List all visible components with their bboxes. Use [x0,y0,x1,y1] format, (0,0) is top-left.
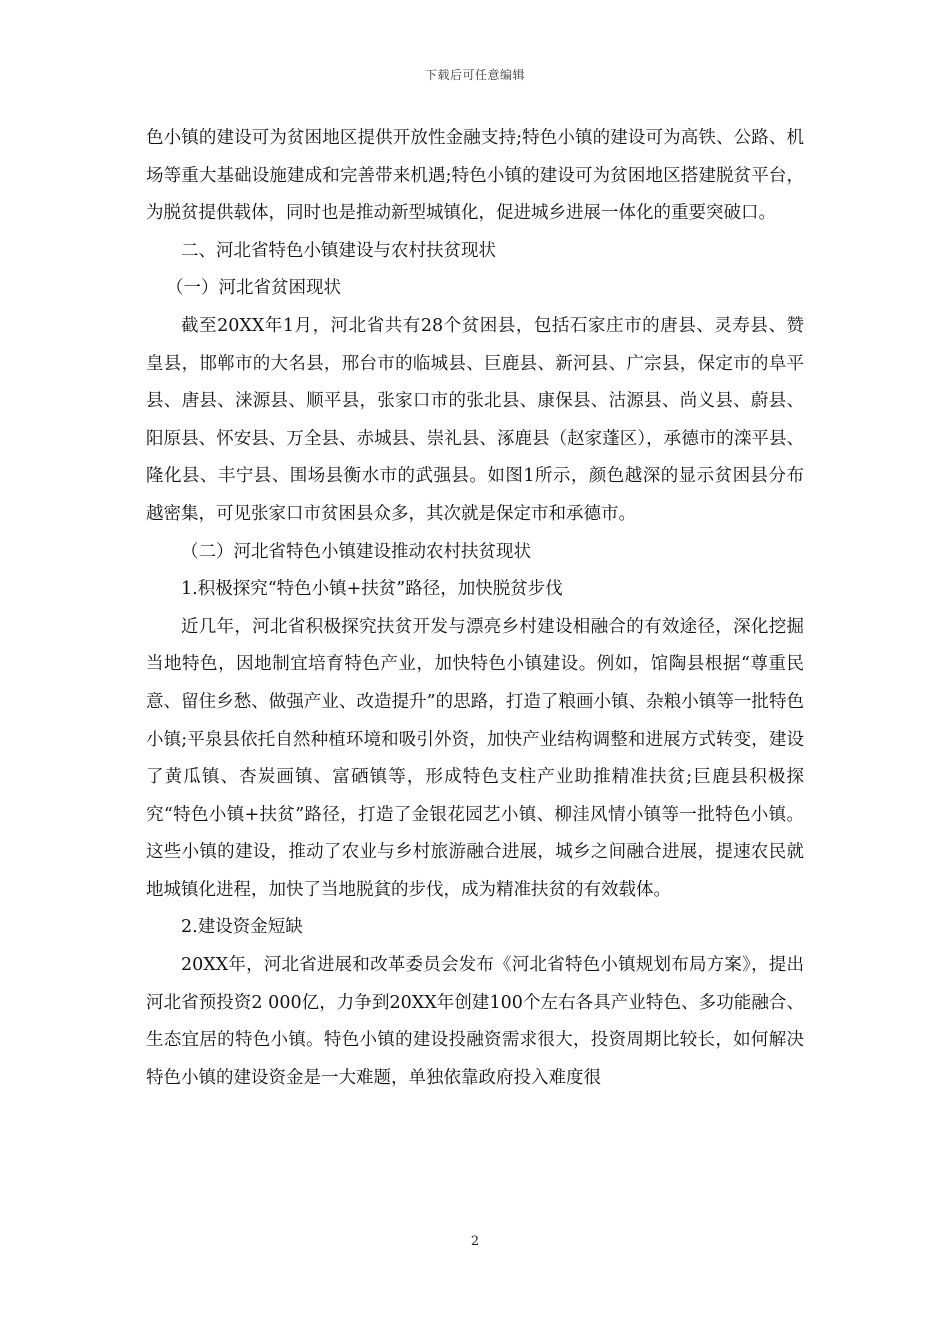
page-header: 下载后可任意编辑 [424,68,525,82]
paragraph-funding: 20XX年，河北省进展和改革委员会发布《河北省特色小镇规划布局方案》，提出河北省预投资2 000亿，力争到20XX年创建100个左右各具产业特色、多功能融合、生态宜居的特色小镇。特色小镇的建设投融资需求很大，投资周期比较长，如何解决特色小镇的建设资金是一大难题，单独依靠政府投入难度很 [146,955,804,1088]
paragraph-continuation: 色小镇的建设可为贫困地区提供开放性金融支持;特色小镇的建设可为高铁、公路、机场等重大基础设施建成和完善带来机遇;特色小镇的建设可为贫困地区搭建脱贫平台，为脱贫提供载体，同时也是推动新型城镇化，促进城乡进展一体化的重要突破口。 [146,128,804,224]
paragraph-town-examples: 近几年，河北省积极探究扶贫开发与漂亮乡村建设相融合的有效途径，深化挖掘当地特色，因地制宜培育特色产业，加快特色小镇建设。例如，馆陶县根据“尊重民意、留住乡愁、做强产业、改造提升”的思路，打造了粮画小镇、杂粮小镇等一批特色小镇;平泉县依托自然种植环境和吸引外资，加快产业结构调整和进展方式转变，建设了黄瓜镇、杏炭画镇、富硒镇等，形成特色支柱产业助推精准扶贫;巨鹿县积极探究“特色小镇+扶贫”路径，打造了金银花园艺小镇、柳洼风情小镇等一批特色小镇。这些小镇的建设，推动了农业与乡村旅游融合进展，城乡之间融合进展，提速农民就地城镇化进程，加快了当地脱貧的步伐，成为精准扶贫的有效载体。 [146,616,804,900]
item-heading-1: 1.积极探究“特色小镇+扶贫”路径，加快脱贫步伐 [181,579,563,600]
document-body [146,120,804,1097]
subsection-heading-2: （二）河北省特色小镇建设推动农村扶贫现状 [181,541,531,562]
subsection-heading-1: （一）河北省贫困现状 [166,278,341,299]
paragraph-poverty-status: 截至20XX年1月，河北省共有28个贫困县，包括石家庄市的唐县、灵寿县、赞皇县，邯郸市的大名县，邢台市的临城县、巨鹿县、新河县、广宗县，保定市的阜平县、唐县、涞源县、顺平县，张家口市的张北县、康保县、沽源县、尚义县、蔚县、阳原县、怀安县、万全县、赤城县、崇礼县、涿鹿县（赵家蓬区），承德市的滦平县、隆化县、丰宁县、围场县衡水市的武强县。如图1所示，颜色越深的显示贫困县分布越密集，可见张家口市贫困县众多，其次就是保定市和承德市。 [146,315,804,524]
section-heading: 二、河北省特色小镇建设与农村扶贫现状 [181,240,496,261]
page-number: 2 [470,1234,480,1249]
item-heading-2: 2.建设资金短缺 [181,917,303,938]
